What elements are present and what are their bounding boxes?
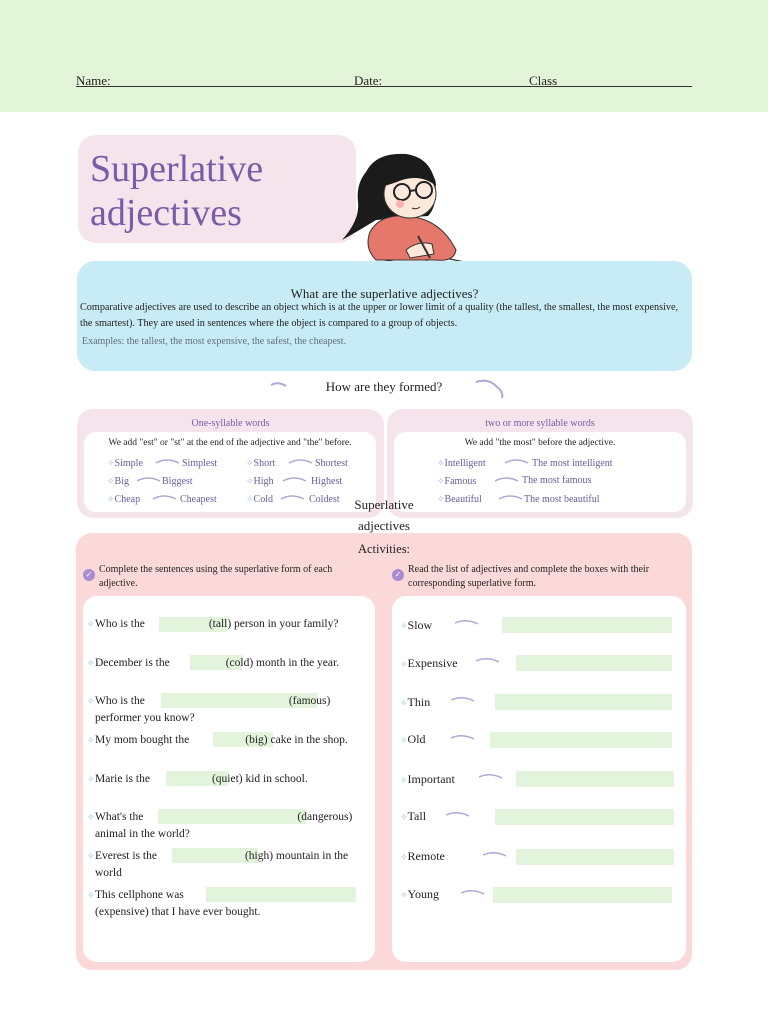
girl-illustration xyxy=(336,150,478,274)
adjective-label: ✧Remote xyxy=(400,849,445,863)
swirl-icon xyxy=(270,380,288,390)
adjective-label: ✧Young xyxy=(400,887,440,901)
word-pair: ✧Cheap xyxy=(107,494,141,505)
word-pair: ✧Big xyxy=(107,476,129,487)
check-icon: ✓ xyxy=(83,564,95,582)
answer-box[interactable] xyxy=(516,771,674,787)
check-icon: ✓ xyxy=(392,564,404,582)
adjective-label: ✧Expensive xyxy=(400,656,458,670)
arrow-swirl-icon xyxy=(152,493,178,503)
word-pair: ✧Intelligent xyxy=(437,458,486,469)
arrow-swirl-icon xyxy=(155,457,181,467)
word-pair-superlative: Cheapest xyxy=(180,494,217,505)
arrow-swirl-icon xyxy=(475,656,501,666)
sentence-item: ✧ This cellphone was(expensive) that I have ever bought. xyxy=(87,889,261,918)
intro-examples: Examples: the tallest, the most expensive, the safest, the cheapest. xyxy=(82,336,347,347)
word-pair: ✧Famous xyxy=(437,476,477,487)
instruction-left: Complete the sentences using the superlative form of each adjective. xyxy=(99,564,333,589)
intro-question: What are the superlative adjectives? xyxy=(290,286,479,301)
answer-box[interactable] xyxy=(516,849,674,865)
sentence-item: ✧ Who is the (famous) performer you know? xyxy=(87,695,331,724)
word-pair: ✧Beautiful xyxy=(437,494,482,505)
word-pair: ✧Simple xyxy=(107,458,143,469)
sentence-item: ✧ Everest is the (high) mountain in the world xyxy=(87,850,349,879)
adjective-label: ✧Old xyxy=(400,732,426,746)
answer-box[interactable] xyxy=(495,809,674,825)
swirl-icon xyxy=(474,378,508,402)
arrow-swirl-icon xyxy=(494,475,520,485)
arrow-swirl-icon xyxy=(282,475,308,485)
sentence-item: ✧ What's the (dangerous) animal in the world? xyxy=(87,811,353,840)
adjective-label: ✧Important xyxy=(400,772,455,786)
sentence-item: ✧ December is the (cold) month in the year. xyxy=(87,657,340,669)
formed-heading: How are they formed? xyxy=(325,379,443,394)
page-title: Superlative adjectives xyxy=(90,148,264,234)
intro-text: Comparative adjectives are used to describe an object which is at the upper or lower limit of a quality (the tallest, the smallest, the most expensive, the smartest). They are used in sentences where the object is compared to a group of objects. xyxy=(80,302,679,329)
class-label: Class xyxy=(529,73,558,88)
arrow-swirl-icon xyxy=(450,733,476,743)
word-pair-superlative: Highest xyxy=(311,476,343,487)
arrow-swirl-icon xyxy=(445,810,471,820)
two-syllable-title: two or more syllable words xyxy=(485,418,595,429)
answer-box[interactable] xyxy=(516,655,672,671)
word-pair-superlative: The most famous xyxy=(522,475,592,486)
two-syllable-rule: We add "the most" before the adjective. xyxy=(464,438,616,448)
arrow-swirl-icon xyxy=(450,695,476,705)
word-pair-superlative: The most beautiful xyxy=(524,494,600,505)
arrow-swirl-icon xyxy=(136,475,162,485)
header-line xyxy=(76,86,692,87)
sentence-item: ✧ My mom bought the (big) cake in the shop. xyxy=(87,734,348,746)
header-band xyxy=(0,0,768,112)
arrow-swirl-icon xyxy=(482,850,508,860)
sentence-item: ✧ Marie is the (quiet) kid in school. xyxy=(87,773,308,785)
answer-box[interactable] xyxy=(490,732,672,748)
sentence-item: ✧ Who is the (tall) person in your family? xyxy=(87,618,339,630)
activities-title: Activities: xyxy=(357,542,411,556)
word-pair: ✧Short xyxy=(246,458,276,469)
adjective-label: ✧Thin xyxy=(400,695,431,709)
middle-label: Superlative adjectives xyxy=(354,497,414,533)
answer-box[interactable] xyxy=(502,617,672,633)
word-pair-superlative: Simplest xyxy=(182,458,218,469)
word-pair-superlative: Biggest xyxy=(162,476,193,487)
adjective-label: ✧Tall xyxy=(400,809,427,823)
arrow-swirl-icon xyxy=(288,457,314,467)
date-label: Date: xyxy=(354,73,383,88)
word-pair: ✧High xyxy=(246,476,274,487)
word-pair-superlative: Coldest xyxy=(309,494,340,505)
adjective-label: ✧Slow xyxy=(400,618,433,632)
arrow-swirl-icon xyxy=(460,888,486,898)
arrow-swirl-icon xyxy=(478,772,504,782)
instruction-right: Read the list of adjectives and complete the boxes with their corresponding superlative form. xyxy=(408,564,650,589)
word-pair-superlative: The most intelligent xyxy=(532,458,613,469)
name-label: Name: xyxy=(76,73,111,88)
arrow-swirl-icon xyxy=(504,457,530,467)
one-syllable-title: One-syllable words xyxy=(191,418,270,429)
arrow-swirl-icon xyxy=(454,618,480,628)
word-pair: ✧Cold xyxy=(246,494,273,505)
arrow-swirl-icon xyxy=(280,493,306,503)
answer-box[interactable] xyxy=(493,887,672,903)
word-pair-superlative: Shortest xyxy=(315,458,348,469)
answer-box[interactable] xyxy=(495,694,672,710)
arrow-swirl-icon xyxy=(498,493,524,503)
one-syllable-rule: We add "est" or "st" at the end of the adjective and "the" before. xyxy=(108,438,352,448)
